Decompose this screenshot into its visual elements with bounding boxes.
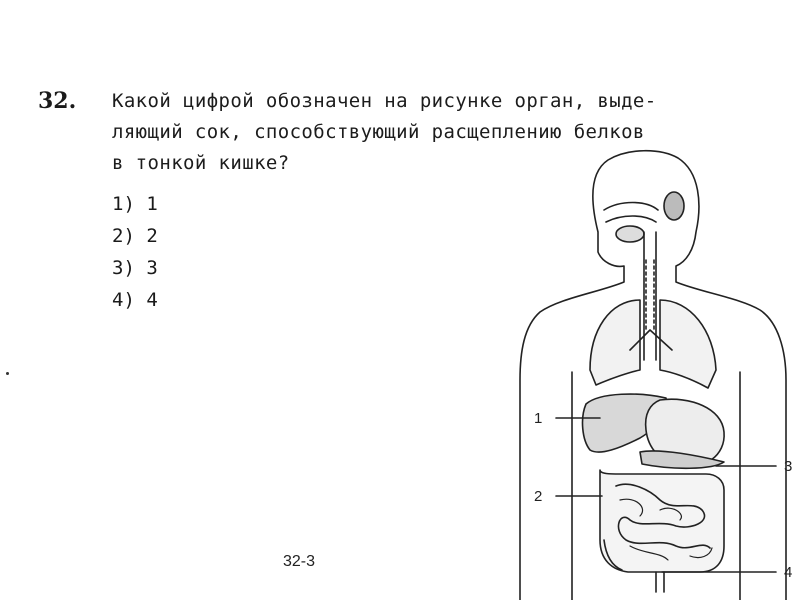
figure-label-1: 1 — [534, 410, 543, 427]
question-line-1: Какой цифрой обозначен на рисунке орган, выде- — [112, 90, 657, 112]
trachea — [646, 260, 654, 330]
page-code: 32-3 — [283, 553, 316, 570]
nasal-cavity — [604, 203, 658, 223]
answer-option-1[interactable]: 1) 1 — [112, 193, 158, 215]
figure-label-4: 4 — [784, 564, 793, 581]
figure-label-2: 2 — [534, 488, 543, 505]
right-lung — [660, 300, 716, 388]
question-line-2: ляющий сок, способствующий расщеплению белков — [112, 121, 645, 143]
answer-option-4[interactable]: 4) 4 — [112, 289, 158, 311]
tongue — [616, 226, 644, 242]
salivary-gland — [664, 192, 684, 220]
question-number: 32. — [38, 88, 77, 114]
left-lung — [590, 300, 640, 385]
rectum — [656, 572, 664, 592]
answer-option-3[interactable]: 3) 3 — [112, 257, 158, 279]
answer-option-2[interactable]: 2) 2 — [112, 225, 158, 247]
question-line-3: в тонкой кишке? — [112, 152, 290, 174]
figure-label-3: 3 — [784, 458, 793, 475]
